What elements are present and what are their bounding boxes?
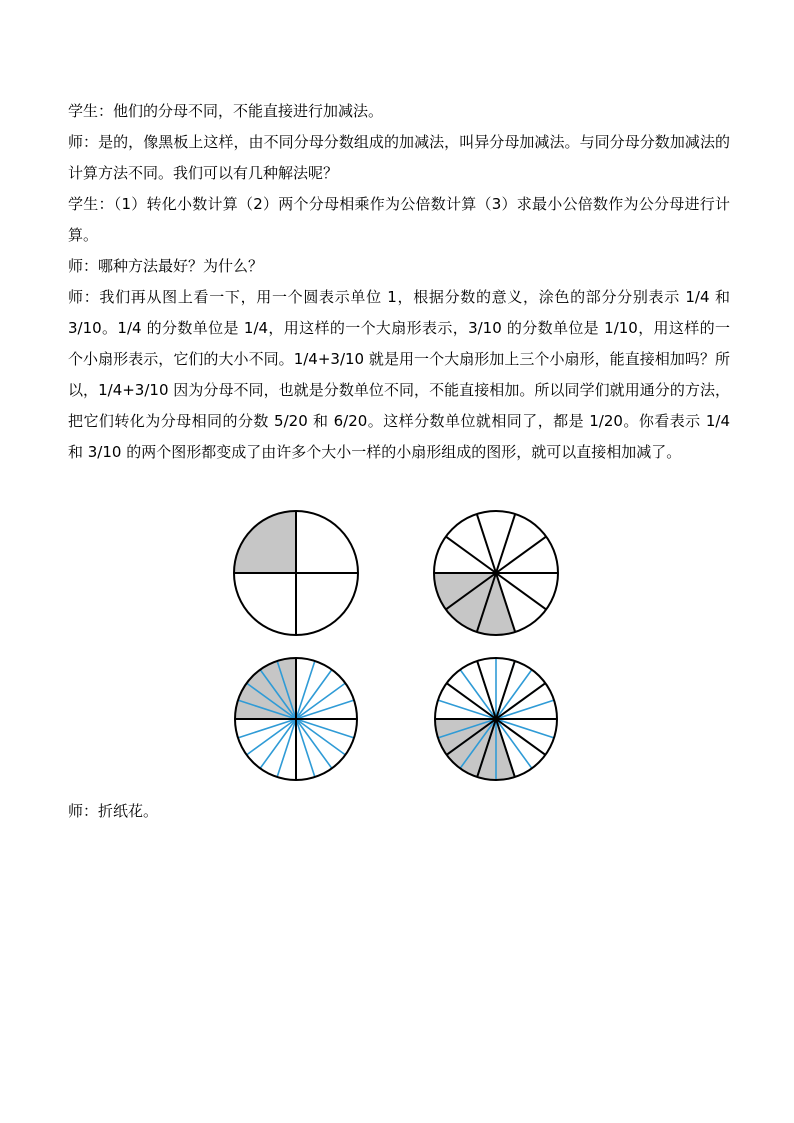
tenth-circle [434,511,558,635]
paragraph-teacher-closing: 师：折纸花。 [68,802,159,820]
paragraph-teacher-3: 师：我们再从图上看一下，用一个圆表示单位 1，根据分数的意义，涂色的部分分别表示 1/4 和 3/10。1/4 的分数单位是 1/4，用这样的一个大扇形表示，3/10 的分数单位是 1/10，用这样的一个小扇形表示，它们的大小不同。1/4+3/10 就是用一个大扇形加上三个小扇形，能直接相加吗？所以，1/4+3/10 因为分母不同，也就是分数单位不同，不能直接相加。所以同学们就用通分的方法，把它们转化为分母相同的分数 5/20 和 6/20。这样分数单位就相同了，都是 1/20。你看表示 1/4 和 3/10 的两个图形都变成了由许多个大小一样的小扇形组成的图形，就可以直接相加减了。 [68,288,730,461]
tenth-as-twentieths-circle [435,658,557,780]
fraction-circles-svg [226,500,572,792]
document-body [68,96,730,468]
paragraph-student-1: 学生：他们的分母不同，不能直接进行加减法。 [68,102,384,120]
fraction-circles-figure [226,500,572,792]
quarter-circle [234,511,358,635]
paragraph-teacher-1: 师：是的，像黑板上这样，由不同分母分数组成的加减法，叫异分母加减法。与同分母分数加减法的计算方法不同。我们可以有几种解法呢？ [68,133,730,182]
quarter-as-twentieths-circle [235,658,357,780]
paragraph-teacher-2: 师：哪种方法最好？为什么？ [68,257,264,275]
paragraph-student-2: 学生：（1）转化小数计算（2）两个分母相乘作为公倍数计算（3）求最小公倍数作为公分母进行计算。 [68,195,730,244]
